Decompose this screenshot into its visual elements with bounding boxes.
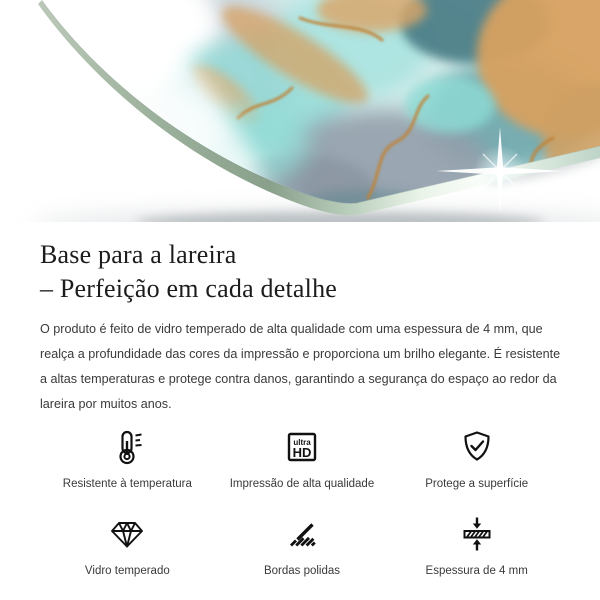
- diamond-icon: [108, 514, 146, 554]
- page-title: [40, 238, 564, 306]
- feature-label: Protege a superfície: [425, 478, 529, 490]
- svg-text:HD: HD: [292, 445, 312, 460]
- feature-label: Resistente à temperatura: [62, 478, 192, 490]
- shield-check-icon: [458, 427, 496, 467]
- feature-label: Bordas polidas: [263, 565, 341, 577]
- feature-tempered-glass: [40, 508, 215, 577]
- product-description: O produto é feito de vidro temperado de alta qualidade com uma espessura de 4 mm, que realça a profundidade das cores da impressão e proporciona um brilho elegante. É resistente a altas temperaturas e protege contra danos, garantindo a segurança do espaço ao redor da lareira por muitos anos.: [40, 322, 561, 411]
- thermometer-icon: [108, 427, 146, 467]
- features-grid: [40, 421, 564, 577]
- feature-label: Espessura de 4 mm: [425, 565, 528, 577]
- feature-label: Impressão de alta qualidade: [229, 478, 375, 490]
- svg-text:ultra: ultra: [293, 438, 311, 447]
- feature-print-quality: [215, 421, 390, 490]
- feature-temperature: [40, 421, 215, 490]
- hero-section: [0, 0, 600, 222]
- title-line-2: – Perfeição em cada detalhe: [40, 274, 338, 303]
- title-line-1: Base para a lareira: [40, 240, 237, 269]
- feature-label: Vidro temperado: [84, 565, 170, 577]
- polished-edges-icon: [283, 514, 321, 554]
- ultra-hd-icon: [283, 427, 321, 467]
- feature-protects-surface: [389, 421, 564, 490]
- content-section: [0, 238, 600, 577]
- thickness-icon: [458, 514, 496, 554]
- feature-polished-edges: [215, 508, 390, 577]
- glass-image: [0, 0, 600, 222]
- feature-thickness: [389, 508, 564, 577]
